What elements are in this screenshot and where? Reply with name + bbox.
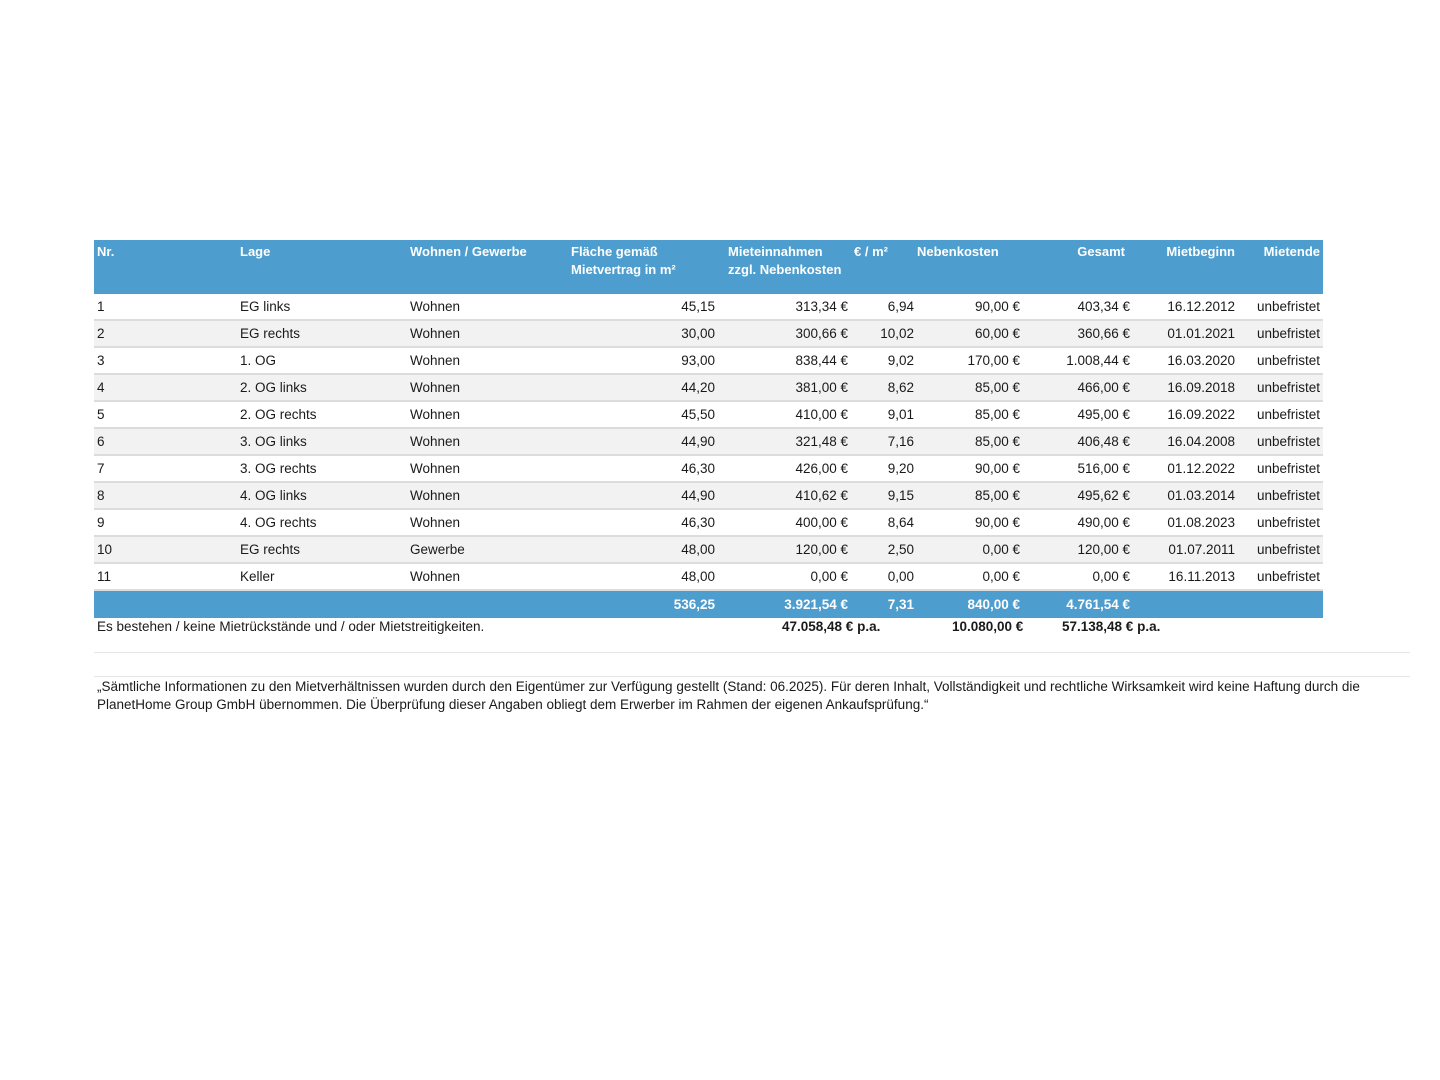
cell-art: Wohnen (407, 563, 570, 590)
totals-empty (237, 590, 407, 618)
cell-nr: 7 (94, 455, 237, 482)
cell-qm: 9,20 (851, 455, 917, 482)
table-header-row (94, 240, 1323, 294)
header-nr: Nr. (94, 240, 237, 294)
cell-lage: 1. OG (237, 347, 407, 374)
cell-qm: 2,50 (851, 536, 917, 563)
table-row (94, 455, 1323, 482)
cell-mietbeginn: 16.09.2022 (1133, 401, 1238, 428)
cell-flaeche: 44,20 (570, 374, 718, 401)
cell-mietbeginn: 16.12.2012 (1133, 294, 1238, 320)
cell-lage: 4. OG links (237, 482, 407, 509)
cell-nebenkosten: 170,00 € (917, 347, 1023, 374)
cell-qm: 6,94 (851, 294, 917, 320)
cell-nr: 2 (94, 320, 237, 347)
annual-total: 57.138,48 € p.a. (1062, 619, 1161, 634)
cell-lage: EG rechts (237, 320, 407, 347)
header-art: Wohnen / Gewerbe (407, 240, 570, 294)
total-nebenkosten: 840,00 € (917, 590, 1023, 618)
totals-empty (1238, 590, 1323, 618)
header-lage: Lage (237, 240, 407, 294)
cell-mietende: unbefristet (1238, 294, 1323, 320)
total-flaeche: 536,25 (570, 590, 718, 618)
cell-gesamt: 1.008,44 € (1023, 347, 1133, 374)
cell-lage: 3. OG rechts (237, 455, 407, 482)
cell-lage: 2. OG links (237, 374, 407, 401)
cell-art: Wohnen (407, 509, 570, 536)
cell-nr: 6 (94, 428, 237, 455)
cell-miete: 838,44 € (718, 347, 851, 374)
cell-art: Wohnen (407, 294, 570, 320)
cell-gesamt: 120,00 € (1023, 536, 1133, 563)
cell-miete: 321,48 € (718, 428, 851, 455)
cell-mietende: unbefristet (1238, 428, 1323, 455)
cell-mietbeginn: 01.07.2011 (1133, 536, 1238, 563)
header-flaeche: Fläche gemäß Mietvertrag in m² (570, 240, 718, 294)
cell-nebenkosten: 90,00 € (917, 294, 1023, 320)
cell-nebenkosten: 60,00 € (917, 320, 1023, 347)
cell-mietbeginn: 01.12.2022 (1133, 455, 1238, 482)
cell-miete: 0,00 € (718, 563, 851, 590)
cell-qm: 9,02 (851, 347, 917, 374)
cell-mietende: unbefristet (1238, 563, 1323, 590)
cell-mietende: unbefristet (1238, 455, 1323, 482)
cell-mietende: unbefristet (1238, 482, 1323, 509)
cell-art: Wohnen (407, 455, 570, 482)
cell-mietbeginn: 16.09.2018 (1133, 374, 1238, 401)
cell-flaeche: 46,30 (570, 455, 718, 482)
cell-nr: 1 (94, 294, 237, 320)
table-row (94, 320, 1323, 347)
cell-flaeche: 30,00 (570, 320, 718, 347)
cell-mietbeginn: 16.04.2008 (1133, 428, 1238, 455)
table-row (94, 347, 1323, 374)
annual-rent: 47.058,48 € p.a. (782, 619, 881, 634)
cell-nr: 3 (94, 347, 237, 374)
cell-mietende: unbefristet (1238, 347, 1323, 374)
divider (94, 652, 1410, 653)
cell-mietende: unbefristet (1238, 401, 1323, 428)
cell-miete: 410,62 € (718, 482, 851, 509)
cell-qm: 10,02 (851, 320, 917, 347)
cell-lage: Keller (237, 563, 407, 590)
cell-miete: 313,34 € (718, 294, 851, 320)
cell-nebenkosten: 85,00 € (917, 482, 1023, 509)
cell-lage: EG links (237, 294, 407, 320)
total-miete: 3.921,54 € (718, 590, 851, 618)
cell-flaeche: 46,30 (570, 509, 718, 536)
table-row (94, 509, 1323, 536)
table-row (94, 374, 1323, 401)
cell-lage: 3. OG links (237, 428, 407, 455)
cell-lage: 2. OG rechts (237, 401, 407, 428)
totals-empty (1133, 590, 1238, 618)
cell-nr: 4 (94, 374, 237, 401)
cell-art: Wohnen (407, 401, 570, 428)
cell-gesamt: 0,00 € (1023, 563, 1133, 590)
cell-nebenkosten: 85,00 € (917, 374, 1023, 401)
header-mietende: Mietende (1238, 240, 1323, 294)
divider (94, 676, 1410, 677)
cell-qm: 9,01 (851, 401, 917, 428)
cell-flaeche: 44,90 (570, 428, 718, 455)
cell-nr: 11 (94, 563, 237, 590)
cell-nebenkosten: 0,00 € (917, 563, 1023, 590)
cell-gesamt: 495,62 € (1023, 482, 1133, 509)
cell-mietende: unbefristet (1238, 320, 1323, 347)
cell-nr: 10 (94, 536, 237, 563)
cell-flaeche: 48,00 (570, 563, 718, 590)
arrears-note: Es bestehen / keine Mietrückstände und / oder Mietstreitigkeiten. (97, 619, 485, 634)
cell-gesamt: 406,48 € (1023, 428, 1133, 455)
cell-nr: 5 (94, 401, 237, 428)
cell-gesamt: 403,34 € (1023, 294, 1133, 320)
cell-nebenkosten: 0,00 € (917, 536, 1023, 563)
cell-art: Wohnen (407, 428, 570, 455)
cell-art: Wohnen (407, 482, 570, 509)
cell-nebenkosten: 90,00 € (917, 455, 1023, 482)
cell-gesamt: 516,00 € (1023, 455, 1133, 482)
cell-nebenkosten: 85,00 € (917, 428, 1023, 455)
table-row (94, 294, 1323, 320)
cell-gesamt: 360,66 € (1023, 320, 1133, 347)
cell-art: Wohnen (407, 320, 570, 347)
cell-flaeche: 48,00 (570, 536, 718, 563)
header-mietbeginn: Mietbeginn (1133, 240, 1238, 294)
cell-art: Gewerbe (407, 536, 570, 563)
table-row (94, 536, 1323, 563)
cell-qm: 8,64 (851, 509, 917, 536)
header-nebenkosten: Nebenkosten (917, 240, 1023, 294)
cell-nr: 8 (94, 482, 237, 509)
cell-nebenkosten: 90,00 € (917, 509, 1023, 536)
cell-miete: 426,00 € (718, 455, 851, 482)
total-gesamt: 4.761,54 € (1023, 590, 1133, 618)
cell-art: Wohnen (407, 374, 570, 401)
header-gesamt: Gesamt (1023, 240, 1133, 294)
cell-mietende: unbefristet (1238, 374, 1323, 401)
totals-row (94, 590, 1323, 618)
cell-miete: 410,00 € (718, 401, 851, 428)
cell-mietbeginn: 01.08.2023 (1133, 509, 1238, 536)
cell-qm: 7,16 (851, 428, 917, 455)
cell-flaeche: 93,00 (570, 347, 718, 374)
cell-nr: 9 (94, 509, 237, 536)
table-row (94, 563, 1323, 590)
rent-roll-table (94, 240, 1323, 618)
cell-miete: 400,00 € (718, 509, 851, 536)
cell-nebenkosten: 85,00 € (917, 401, 1023, 428)
cell-qm: 8,62 (851, 374, 917, 401)
cell-mietbeginn: 16.11.2013 (1133, 563, 1238, 590)
table-body (94, 294, 1323, 590)
cell-gesamt: 495,00 € (1023, 401, 1133, 428)
disclaimer-text: „Sämtliche Informationen zu den Mietverhältnissen wurden durch den Eigentümer zur Verfügung gestellt (Stand: 06.2025). Für deren Inhalt, Vollständigkeit und rechtliche Wirksamkeit wird keine Haftung durch die PlanetHome Group GmbH übernommen. Die Überprüfung dieser Angaben obliegt dem Erwerber im Rahmen der eigenen Ankaufsprüfung.“ (97, 679, 1360, 712)
cell-mietende: unbefristet (1238, 509, 1323, 536)
header-qm: € / m² (851, 240, 917, 294)
cell-mietbeginn: 01.03.2014 (1133, 482, 1238, 509)
totals-empty (407, 590, 570, 618)
cell-mietbeginn: 01.01.2021 (1133, 320, 1238, 347)
total-qm: 7,31 (851, 590, 917, 618)
cell-gesamt: 490,00 € (1023, 509, 1133, 536)
cell-gesamt: 466,00 € (1023, 374, 1133, 401)
cell-lage: 4. OG rechts (237, 509, 407, 536)
table-row (94, 482, 1323, 509)
cell-mietende: unbefristet (1238, 536, 1323, 563)
cell-miete: 381,00 € (718, 374, 851, 401)
cell-miete: 300,66 € (718, 320, 851, 347)
cell-qm: 0,00 (851, 563, 917, 590)
annual-nebenkosten: 10.080,00 € (952, 619, 1024, 634)
cell-art: Wohnen (407, 347, 570, 374)
totals-empty (94, 590, 237, 618)
table-row (94, 428, 1323, 455)
table-row (94, 401, 1323, 428)
cell-flaeche: 44,90 (570, 482, 718, 509)
cell-lage: EG rechts (237, 536, 407, 563)
cell-flaeche: 45,15 (570, 294, 718, 320)
cell-flaeche: 45,50 (570, 401, 718, 428)
cell-mietbeginn: 16.03.2020 (1133, 347, 1238, 374)
cell-qm: 9,15 (851, 482, 917, 509)
cell-miete: 120,00 € (718, 536, 851, 563)
header-miete: Mieteinnahmen zzgl. Nebenkosten (718, 240, 851, 294)
